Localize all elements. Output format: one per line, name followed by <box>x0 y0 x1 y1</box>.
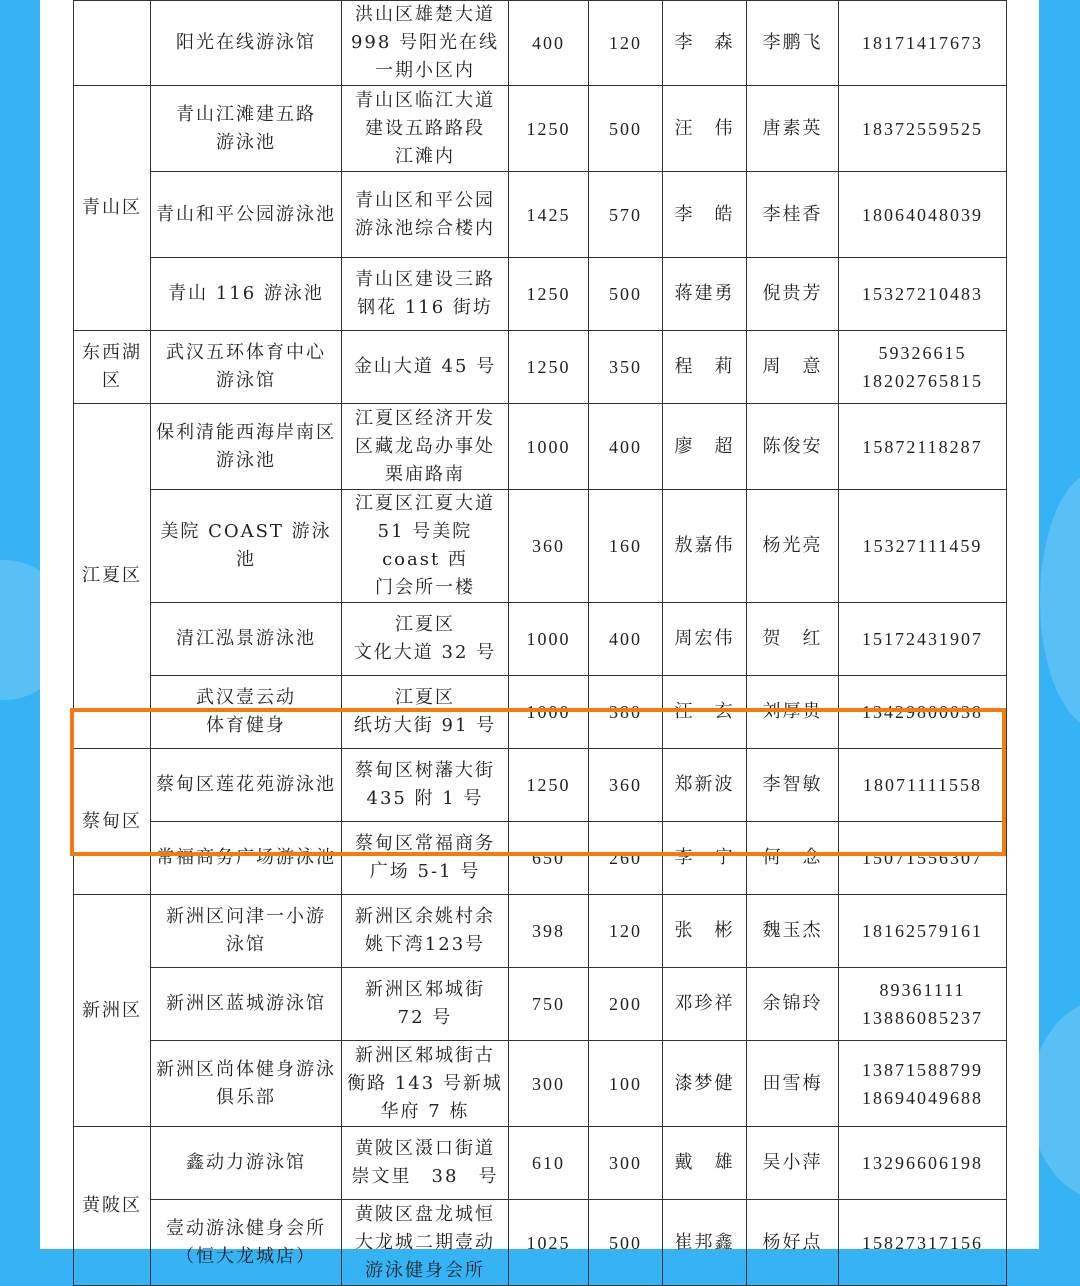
address-cell: 新洲区余姚村余 姚下湾123号 <box>342 895 509 968</box>
venue-name-cell: 武汉五环体育中心 游泳馆 <box>151 331 342 404</box>
contact-person-cell: 杨光亮 <box>747 490 839 603</box>
manager-cell: 程 莉 <box>663 331 747 404</box>
phone-cell: 18171417673 <box>839 1 1007 86</box>
district-cell: 新洲区 <box>74 895 151 1127</box>
phone-cell: 15172431907 <box>839 603 1007 676</box>
area-cell: 1250 <box>509 331 589 404</box>
district-cell: 东西湖 区 <box>74 331 151 404</box>
phone-cell: 89361111 13886085237 <box>839 968 1007 1041</box>
address-cell: 青山区临江大道 建设五路路段 江滩内 <box>342 86 509 172</box>
address-cell: 青山区建设三路 钢花 116 街坊 <box>342 258 509 331</box>
table-row <box>74 1200 1007 1286</box>
area-cell: 1000 <box>509 404 589 490</box>
capacity-cell: 200 <box>589 968 663 1041</box>
table-row <box>74 172 1007 258</box>
manager-cell: 崔邦鑫 <box>663 1200 747 1286</box>
manager-cell: 郑新波 <box>663 749 747 822</box>
capacity-cell: 570 <box>589 172 663 258</box>
contact-person-cell: 何 念 <box>747 822 839 895</box>
swimming-venue-table <box>73 0 1007 1286</box>
area-cell: 398 <box>509 895 589 968</box>
area-cell: 1250 <box>509 749 589 822</box>
area-cell: 360 <box>509 490 589 603</box>
contact-person-cell: 李智敏 <box>747 749 839 822</box>
table-row <box>74 331 1007 404</box>
capacity-cell: 400 <box>589 404 663 490</box>
capacity-cell: 350 <box>589 331 663 404</box>
venue-name-cell: 常福商务广场游泳池 <box>151 822 342 895</box>
phone-cell: 18372559525 <box>839 86 1007 172</box>
phone-cell: 59326615 18202765815 <box>839 331 1007 404</box>
area-cell: 400 <box>509 1 589 86</box>
district-cell: 江夏区 <box>74 404 151 749</box>
area-cell: 1000 <box>509 676 589 749</box>
capacity-cell: 160 <box>589 490 663 603</box>
area-cell: 1250 <box>509 258 589 331</box>
table-row <box>74 404 1007 490</box>
manager-cell: 汪 玄 <box>663 676 747 749</box>
district-cell: 青山区 <box>74 86 151 331</box>
area-cell: 1000 <box>509 603 589 676</box>
area-cell: 610 <box>509 1127 589 1200</box>
address-cell: 江夏区 纸坊大街 91 号 <box>342 676 509 749</box>
capacity-cell: 120 <box>589 895 663 968</box>
manager-cell: 邓珍祥 <box>663 968 747 1041</box>
table-row <box>74 603 1007 676</box>
manager-cell: 敖嘉伟 <box>663 490 747 603</box>
table-row <box>74 1127 1007 1200</box>
venue-name-cell: 保利清能西海岸南区 游泳池 <box>151 404 342 490</box>
venue-name-cell: 鑫动力游泳馆 <box>151 1127 342 1200</box>
capacity-cell: 300 <box>589 1127 663 1200</box>
manager-cell: 漆梦健 <box>663 1041 747 1127</box>
capacity-cell: 120 <box>589 1 663 86</box>
area-cell: 1025 <box>509 1200 589 1286</box>
contact-person-cell: 唐素英 <box>747 86 839 172</box>
phone-cell: 15071556307 <box>839 822 1007 895</box>
venue-name-cell: 美院 COAST 游泳池 <box>151 490 342 603</box>
address-cell: 新洲区邾城街 72 号 <box>342 968 509 1041</box>
venue-name-cell: 阳光在线游泳馆 <box>151 1 342 86</box>
address-cell: 新洲区邾城街古 衡路 143 号新城 华府 7 栋 <box>342 1041 509 1127</box>
manager-cell: 李 森 <box>663 1 747 86</box>
capacity-cell: 380 <box>589 676 663 749</box>
phone-cell: 18162579161 <box>839 895 1007 968</box>
address-cell: 青山区和平公园 游泳池综合楼内 <box>342 172 509 258</box>
capacity-cell: 500 <box>589 258 663 331</box>
address-cell: 江夏区江夏大道 51 号美院 coast 西 门会所一楼 <box>342 490 509 603</box>
address-cell: 江夏区 文化大道 32 号 <box>342 603 509 676</box>
address-cell: 蔡甸区常福商务 广场 5-1 号 <box>342 822 509 895</box>
manager-cell: 廖 超 <box>663 404 747 490</box>
venue-name-cell: 清江泓景游泳池 <box>151 603 342 676</box>
district-cell <box>74 1 151 86</box>
phone-cell: 13871588799 18694049688 <box>839 1041 1007 1127</box>
phone-cell: 15872118287 <box>839 404 1007 490</box>
district-cell: 黄陂区 <box>74 1127 151 1286</box>
address-cell: 金山大道 45 号 <box>342 331 509 404</box>
contact-person-cell: 吴小萍 <box>747 1127 839 1200</box>
area-cell: 750 <box>509 968 589 1041</box>
capacity-cell: 400 <box>589 603 663 676</box>
venue-name-cell: 新洲区尚体健身游泳 俱乐部 <box>151 1041 342 1127</box>
area-cell: 1425 <box>509 172 589 258</box>
manager-cell: 蒋建勇 <box>663 258 747 331</box>
venue-name-cell: 壹动游泳健身会所 （恒大龙城店） <box>151 1200 342 1286</box>
capacity-cell: 260 <box>589 822 663 895</box>
phone-cell: 13296606198 <box>839 1127 1007 1200</box>
table-row <box>74 258 1007 331</box>
venue-name-cell: 蔡甸区莲花苑游泳池 <box>151 749 342 822</box>
venue-name-cell: 青山和平公园游泳池 <box>151 172 342 258</box>
address-cell: 洪山区雄楚大道 998 号阳光在线 一期小区内 <box>342 1 509 86</box>
capacity-cell: 360 <box>589 749 663 822</box>
table-row <box>74 1 1007 86</box>
manager-cell: 李 宁 <box>663 822 747 895</box>
manager-cell: 张 彬 <box>663 895 747 968</box>
district-cell: 蔡甸区 <box>74 749 151 895</box>
area-cell: 300 <box>509 1041 589 1127</box>
capacity-cell: 100 <box>589 1041 663 1127</box>
contact-person-cell: 倪贵芳 <box>747 258 839 331</box>
capacity-cell: 500 <box>589 1200 663 1286</box>
contact-person-cell: 李鹏飞 <box>747 1 839 86</box>
phone-cell: 15327111459 <box>839 490 1007 603</box>
contact-person-cell: 陈俊安 <box>747 404 839 490</box>
venue-name-cell: 新洲区蓝城游泳馆 <box>151 968 342 1041</box>
phone-cell: 18064048039 <box>839 172 1007 258</box>
contact-person-cell: 周 意 <box>747 331 839 404</box>
contact-person-cell: 李桂香 <box>747 172 839 258</box>
contact-person-cell: 杨好点 <box>747 1200 839 1286</box>
area-cell: 650 <box>509 822 589 895</box>
contact-person-cell: 田雪梅 <box>747 1041 839 1127</box>
venue-name-cell: 青山 116 游泳池 <box>151 258 342 331</box>
table-row <box>74 822 1007 895</box>
table-row <box>74 86 1007 172</box>
contact-person-cell: 刘厚贵 <box>747 676 839 749</box>
phone-cell: 15327210483 <box>839 258 1007 331</box>
contact-person-cell: 魏玉杰 <box>747 895 839 968</box>
capacity-cell: 500 <box>589 86 663 172</box>
venue-name-cell: 新洲区问津一小游 泳馆 <box>151 895 342 968</box>
table-row <box>74 676 1007 749</box>
table-row <box>74 895 1007 968</box>
contact-person-cell: 贺 红 <box>747 603 839 676</box>
contact-person-cell: 余锦玲 <box>747 968 839 1041</box>
table-row <box>74 968 1007 1041</box>
phone-cell: 15827317156 <box>839 1200 1007 1286</box>
venue-name-cell: 青山江滩建五路 游泳池 <box>151 86 342 172</box>
table-row <box>74 1041 1007 1127</box>
address-cell: 黄陂区滠口街道 崇文里 38 号 <box>342 1127 509 1200</box>
table-row <box>74 490 1007 603</box>
manager-cell: 李 皓 <box>663 172 747 258</box>
venue-name-cell: 武汉壹云动 体育健身 <box>151 676 342 749</box>
manager-cell: 汪 伟 <box>663 86 747 172</box>
address-cell: 黄陂区盘龙城恒 大龙城二期壹动 游泳健身会所 <box>342 1200 509 1286</box>
background-bubble-right <box>1040 470 1080 730</box>
address-cell: 蔡甸区树藩大街 435 附 1 号 <box>342 749 509 822</box>
table-row <box>74 749 1007 822</box>
area-cell: 1250 <box>509 86 589 172</box>
manager-cell: 周宏伟 <box>663 603 747 676</box>
phone-cell: 18071111558 <box>839 749 1007 822</box>
address-cell: 江夏区经济开发 区藏龙岛办事处 栗庙路南 <box>342 404 509 490</box>
manager-cell: 戴 雄 <box>663 1127 747 1200</box>
phone-cell: 13429800038 <box>839 676 1007 749</box>
